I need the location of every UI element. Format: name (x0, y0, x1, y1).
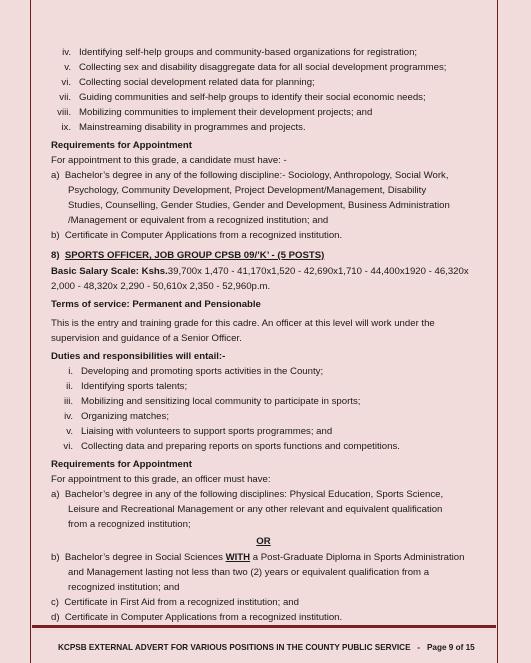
requirement-b: b) Certificate in Computer Applications from a recognized institution. (51, 230, 343, 241)
list-item: viii. Mobilizing communities to implement their development projects; and (57, 107, 373, 118)
footer-rule (32, 625, 496, 628)
list-item: ii. Identifying sports talents; (66, 381, 188, 392)
footer-title: KCPSB EXTERNAL ADVERT FOR VARIOUS POSITIONS IN THE COUNTY PUBLIC SERVICE (58, 643, 411, 652)
list-item: vii. Guiding communities and self-help groups to identify their social economic needs; (59, 92, 426, 103)
requirement-b-line: recognized institution; and (68, 582, 180, 593)
list-item: v. Collecting sex and disability disaggregate data for all social development programmes; (64, 62, 447, 73)
requirement-a-line: Psychology, Community Development, Project Development/Management, Disability (68, 185, 427, 196)
page-number: Page 9 of 15 (426, 643, 475, 652)
requirement-c: c) Certificate in First Aid from a recognized institution; and (51, 597, 299, 608)
section-heading: Duties and responsibilities will entail:- (51, 351, 226, 362)
paragraph: This is the entry and training grade for this cadre. An officer at this level will work under the (51, 318, 435, 329)
page-footer (58, 643, 475, 652)
section-heading: Requirements for Appointment (51, 140, 192, 151)
requirement-a-line: /Management or equivalent from a recognized institution; and (68, 215, 329, 226)
paragraph: supervision and guidance of a Senior Officer. (51, 333, 242, 344)
list-item: iv. Identifying self-help groups and community-based organizations for registration; (62, 47, 418, 58)
requirement-b: b) Bachelor’s degree in Social Sciences WITH a Post-Graduate Diploma in Sports Administration (51, 552, 465, 563)
footer-separator: - (417, 643, 421, 652)
section-heading: Requirements for Appointment (51, 459, 192, 470)
requirement-a: a) Bachelor’s degree in any of the following discipline:- Sociology, Anthropology, Social Work, (51, 170, 449, 181)
section-title: 8) SPORTS OFFICER, JOB GROUP CPSB 09/’K’ - (5 POSTS) (51, 250, 325, 261)
paragraph: For appointment to this grade, an officer must have: (51, 474, 271, 485)
salary-scale-line: 2,000 - 48,320x 2,290 - 50,610x 2,350 - 52,960p.m. (51, 281, 271, 292)
requirement-a-line: from a recognized institution; (68, 519, 191, 530)
requirement-b-line: and Management lasting not less than two (2) years or equivalent qualification from a (68, 567, 430, 578)
list-item: ix. Mainstreaming disability in programmes and projects. (61, 122, 306, 133)
list-item: i. Developing and promoting sports activities in the County; (68, 366, 324, 377)
page-border-right (497, 0, 498, 663)
requirement-d: d) Certificate in Computer Applications from a recognized institution. (51, 612, 343, 623)
requirement-a-line: Leisure and Recreational Management or any other relevant and equivalent qualification (68, 504, 443, 515)
list-item: vi. Collecting social development related data for planning; (61, 77, 315, 88)
paragraph: For appointment to this grade, a candidate must have: - (51, 155, 287, 166)
or-separator: OR (256, 536, 271, 547)
requirement-a: a) Bachelor’s degree in any of the following disciplines: Physical Education, Sports Science, (51, 489, 444, 500)
salary-scale: Basic Salary Scale: Kshs.39,700x 1,470 - 41,170x1,520 - 42,690x1,710 - 44,400x1920 - 46,320x (51, 266, 469, 277)
list-item: vi. Collecting data and preparing reports on sports functions and competitions. (63, 441, 400, 452)
requirement-a-line: Studies, Counselling, Gender Studies, Gender and Development, Business Administration (68, 200, 450, 211)
list-item: iv. Organizing matches; (64, 411, 169, 422)
terms-of-service: Terms of service: Permanent and Pensionable (51, 299, 261, 310)
list-item: iii. Mobilizing and sensitizing local community to participate in sports; (63, 396, 361, 407)
page-border-left (30, 0, 31, 663)
list-item: v. Liaising with volunteers to support sports programmes; and (66, 426, 333, 437)
